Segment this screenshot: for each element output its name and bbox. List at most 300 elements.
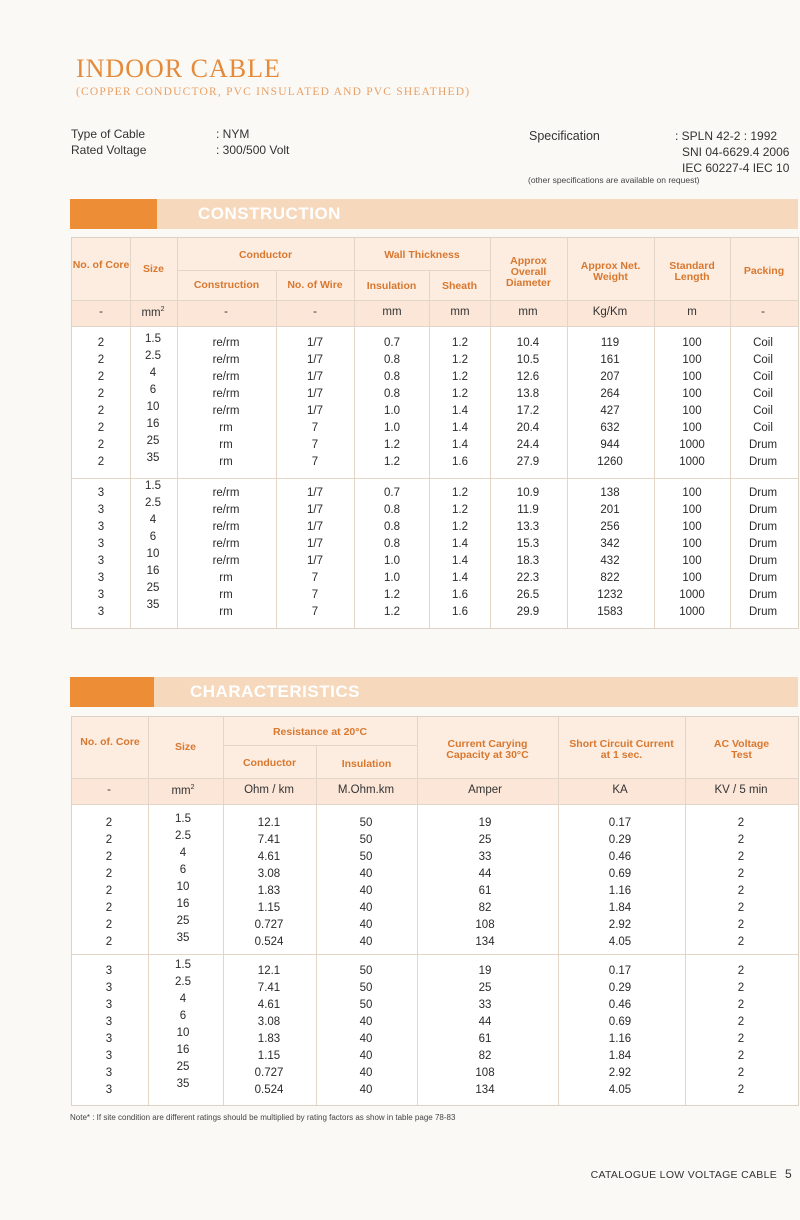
table-cell: 3 bbox=[105, 999, 113, 1011]
table-cell: Drum bbox=[748, 606, 778, 618]
table-cell: 632 bbox=[600, 422, 620, 434]
table-cell: 12.1 bbox=[257, 817, 281, 829]
table-cell: 2.5 bbox=[145, 497, 161, 509]
table-cell: 3 bbox=[105, 982, 113, 994]
table-cell: 15.3 bbox=[516, 538, 540, 550]
table-cell: 7.41 bbox=[257, 982, 281, 994]
table-cell: 0.7 bbox=[384, 337, 400, 349]
table-cell: 1/7 bbox=[307, 337, 323, 349]
cable-type-labels bbox=[71, 126, 146, 158]
table-cell: 6 bbox=[179, 864, 187, 876]
table-cell: 13.3 bbox=[516, 521, 540, 533]
unit-cell: - bbox=[313, 306, 317, 318]
table-cell: 7 bbox=[311, 589, 319, 601]
table-cell: 0.727 bbox=[254, 919, 284, 931]
table-cell: 1.16 bbox=[608, 1033, 632, 1045]
table-cell: 100 bbox=[682, 405, 702, 417]
table-cell: 20.4 bbox=[516, 422, 540, 434]
table-cell: 2 bbox=[737, 965, 745, 977]
table-cell: 18.3 bbox=[516, 555, 540, 567]
table-cell: 35 bbox=[176, 1078, 190, 1090]
table-cell: re/rm bbox=[212, 388, 240, 400]
table-cell: rm bbox=[219, 572, 233, 584]
table-cell: 0.524 bbox=[254, 1084, 284, 1096]
table-cell: 13.8 bbox=[516, 388, 540, 400]
table-cell: 10 bbox=[176, 1027, 190, 1039]
hdr-no-wire: No. of Wire bbox=[287, 279, 343, 291]
table-cell: Drum bbox=[748, 555, 778, 567]
table-cell: 4.05 bbox=[608, 1084, 632, 1096]
table-cell: 40 bbox=[359, 1033, 373, 1045]
table-cell: re/rm bbox=[212, 354, 240, 366]
table-row bbox=[72, 934, 798, 950]
table-cell: 134 bbox=[475, 936, 495, 948]
page-title: INDOOR CABLE bbox=[76, 54, 281, 83]
table-cell: 0.69 bbox=[608, 868, 632, 880]
table-cell: 2 bbox=[97, 439, 105, 451]
table-cell: 2.5 bbox=[175, 830, 191, 842]
hdr-diameter: Approx Overall Diameter bbox=[506, 255, 551, 289]
table-cell: 0.8 bbox=[384, 371, 400, 383]
table-cell: 3 bbox=[97, 555, 105, 567]
table-cell: rm bbox=[219, 456, 233, 468]
table-cell: 1.0 bbox=[384, 405, 400, 417]
table-cell: 1.2 bbox=[452, 487, 468, 499]
band-accent bbox=[70, 677, 154, 707]
table-cell: 2 bbox=[97, 371, 105, 383]
table-cell: 50 bbox=[359, 965, 373, 977]
hdr-resistance: Resistance at 20°C bbox=[272, 726, 368, 738]
table-cell: 26.5 bbox=[516, 589, 540, 601]
table-cell: 24.4 bbox=[516, 439, 540, 451]
table-cell: 1000 bbox=[679, 589, 705, 601]
hdr-insulation: Insulation bbox=[366, 280, 417, 292]
table-cell: Coil bbox=[753, 354, 773, 366]
table-cell: re/rm bbox=[212, 405, 240, 417]
table-cell: 40 bbox=[359, 1067, 373, 1079]
table-cell: 19 bbox=[478, 817, 492, 829]
table-cell: Drum bbox=[748, 521, 778, 533]
table-cell: 1.2 bbox=[384, 589, 400, 601]
table-cell: 1.6 bbox=[452, 589, 468, 601]
page-number: 5 bbox=[785, 1167, 792, 1181]
table-cell: 0.29 bbox=[608, 834, 632, 846]
table-cell: 1.4 bbox=[452, 405, 468, 417]
table-cell: 35 bbox=[146, 599, 160, 611]
table-cell: 108 bbox=[475, 919, 495, 931]
table-cell: 1/7 bbox=[307, 388, 323, 400]
table-cell: 4 bbox=[179, 993, 187, 1005]
unit-cell: - bbox=[99, 306, 103, 318]
table-cell: 100 bbox=[682, 337, 702, 349]
spec-value-3: IEC 60227-4 IEC 10 bbox=[682, 161, 790, 175]
table-cell: 100 bbox=[682, 538, 702, 550]
table-cell: 0.46 bbox=[608, 999, 632, 1011]
table-cell: 1000 bbox=[679, 606, 705, 618]
unit-cell: KA bbox=[612, 784, 628, 796]
cable-type-values bbox=[216, 126, 289, 158]
table-cell: 2 bbox=[737, 1084, 745, 1096]
table-cell: 1.15 bbox=[257, 902, 281, 914]
table-cell: 10 bbox=[146, 548, 160, 560]
table-cell: 2 bbox=[737, 936, 745, 948]
table-cell: 1.4 bbox=[452, 422, 468, 434]
table-cell: 138 bbox=[600, 487, 620, 499]
table-cell: 2 bbox=[737, 834, 745, 846]
table-cell: 201 bbox=[600, 504, 620, 516]
table-cell: 1.15 bbox=[257, 1050, 281, 1062]
table-cell: 35 bbox=[176, 932, 190, 944]
table-cell: 2 bbox=[97, 405, 105, 417]
table-cell: 1.83 bbox=[257, 1033, 281, 1045]
spec-value-1: : SPLN 42-2 : 1992 bbox=[675, 129, 778, 143]
table-cell: 3 bbox=[97, 487, 105, 499]
table-cell: 25 bbox=[146, 435, 160, 447]
table-cell: 2 bbox=[105, 902, 113, 914]
table-cell: 2 bbox=[737, 919, 745, 931]
table-cell: 0.8 bbox=[384, 538, 400, 550]
table-cell: Drum bbox=[748, 504, 778, 516]
table-cell: 3 bbox=[97, 606, 105, 618]
table-cell: 1/7 bbox=[307, 405, 323, 417]
type-label: Type of Cable bbox=[71, 127, 146, 141]
spec-value-2: SNI 04-6629.4 2006 bbox=[682, 145, 790, 159]
table-cell: 40 bbox=[359, 919, 373, 931]
table-cell: 0.46 bbox=[608, 851, 632, 863]
table-cell: rm bbox=[219, 439, 233, 451]
spec-values bbox=[675, 128, 789, 176]
hdr-no-core: No. of Core bbox=[72, 259, 130, 271]
table-cell: 3 bbox=[105, 1016, 113, 1028]
table-cell: 50 bbox=[359, 851, 373, 863]
table-cell: 0.69 bbox=[608, 1016, 632, 1028]
table-cell: Coil bbox=[753, 405, 773, 417]
table-cell: 4 bbox=[179, 847, 187, 859]
table-cell: Drum bbox=[748, 439, 778, 451]
table-cell: Coil bbox=[753, 388, 773, 400]
table-cell: 2 bbox=[737, 868, 745, 880]
table-cell: 6 bbox=[149, 384, 157, 396]
table-cell: 1232 bbox=[597, 589, 623, 601]
table-row bbox=[72, 1078, 798, 1098]
table-cell: 2 bbox=[737, 1033, 745, 1045]
table-cell: 40 bbox=[359, 868, 373, 880]
table-cell: 1.0 bbox=[384, 422, 400, 434]
table-cell: 61 bbox=[478, 885, 492, 897]
table-cell: 0.17 bbox=[608, 965, 632, 977]
unit-cell: KV / 5 min bbox=[714, 784, 768, 796]
type-value: : NYM bbox=[216, 127, 250, 141]
table-cell: 17.2 bbox=[516, 405, 540, 417]
table-cell: Drum bbox=[748, 456, 778, 468]
table-cell: 207 bbox=[600, 371, 620, 383]
table-cell: 25 bbox=[146, 582, 160, 594]
table-cell: 2 bbox=[105, 817, 113, 829]
table-cell: 100 bbox=[682, 521, 702, 533]
hdr-conductor: Conductor bbox=[238, 249, 293, 261]
hdr-conductor: Conductor bbox=[242, 757, 297, 769]
table-cell: 40 bbox=[359, 936, 373, 948]
table-cell: 4 bbox=[149, 367, 157, 379]
hdr-construction: Construction bbox=[193, 279, 260, 291]
table-cell: 35 bbox=[146, 452, 160, 464]
table-cell: Drum bbox=[748, 572, 778, 584]
table-cell: 100 bbox=[682, 555, 702, 567]
table-cell: 1.2 bbox=[452, 521, 468, 533]
table-cell: 22.3 bbox=[516, 572, 540, 584]
table-cell: 6 bbox=[149, 531, 157, 543]
table-cell: 10.9 bbox=[516, 487, 540, 499]
table-cell: 1260 bbox=[597, 456, 623, 468]
table-cell: 33 bbox=[478, 999, 492, 1011]
table-cell: 2 bbox=[737, 1067, 745, 1079]
table-cell: 3.08 bbox=[257, 868, 281, 880]
table-cell: re/rm bbox=[212, 504, 240, 516]
table-cell: 1/7 bbox=[307, 371, 323, 383]
table-cell: 1.5 bbox=[145, 333, 161, 345]
unit-cell: Ohm / km bbox=[244, 784, 294, 796]
unit-cell: m bbox=[687, 306, 697, 318]
table-cell: 1/7 bbox=[307, 521, 323, 533]
table-cell: 82 bbox=[478, 902, 492, 914]
table-cell: 16 bbox=[146, 418, 160, 430]
table-cell: 1000 bbox=[679, 439, 705, 451]
table-cell: 264 bbox=[600, 388, 620, 400]
table-cell: 1.2 bbox=[452, 388, 468, 400]
table-cell: 2 bbox=[105, 868, 113, 880]
table-cell: 100 bbox=[682, 504, 702, 516]
table-cell: 1/7 bbox=[307, 504, 323, 516]
table-cell: 3 bbox=[97, 521, 105, 533]
unit-cell: M.Ohm.km bbox=[337, 784, 395, 796]
table-cell: 134 bbox=[475, 1084, 495, 1096]
table-cell: 161 bbox=[600, 354, 620, 366]
table-cell: 3 bbox=[105, 965, 113, 977]
table-cell: 3 bbox=[105, 1067, 113, 1079]
table-cell: 1.84 bbox=[608, 902, 632, 914]
table-cell: re/rm bbox=[212, 538, 240, 550]
table-cell: 7 bbox=[311, 439, 319, 451]
table-cell: 16 bbox=[176, 1044, 190, 1056]
table-cell: 33 bbox=[478, 851, 492, 863]
page-footer bbox=[591, 1167, 792, 1181]
table-cell: 3 bbox=[97, 589, 105, 601]
table-cell: 1.2 bbox=[452, 354, 468, 366]
table-cell: 10.4 bbox=[516, 337, 540, 349]
table-cell: Coil bbox=[753, 422, 773, 434]
hdr-size: Size bbox=[142, 263, 164, 275]
table-row bbox=[72, 454, 798, 470]
table-cell: 7 bbox=[311, 456, 319, 468]
table-cell: 1.6 bbox=[452, 606, 468, 618]
table-cell: 11.9 bbox=[517, 504, 539, 516]
hdr-current-capacity: Current Carying Capacity at 30°C bbox=[446, 738, 529, 761]
page-subtitle: (COPPER CONDUCTOR, PVC INSULATED AND PVC SHEATHED) bbox=[76, 86, 471, 98]
table-cell: 432 bbox=[600, 555, 620, 567]
table-cell: 1.2 bbox=[452, 337, 468, 349]
table-cell: 1.2 bbox=[384, 439, 400, 451]
table-cell: 3 bbox=[97, 572, 105, 584]
table-cell: 0.7 bbox=[384, 487, 400, 499]
table-cell: 3 bbox=[97, 504, 105, 516]
table-cell: 40 bbox=[359, 1016, 373, 1028]
table-cell: 1000 bbox=[679, 456, 705, 468]
table-cell: 1.83 bbox=[257, 885, 281, 897]
unit-cell: mm bbox=[518, 306, 538, 318]
table-cell: 2 bbox=[105, 936, 113, 948]
table-cell: 1.6 bbox=[452, 456, 468, 468]
table-cell: 1.4 bbox=[452, 572, 468, 584]
table-cell: 2.5 bbox=[145, 350, 161, 362]
table-cell: 61 bbox=[478, 1033, 492, 1045]
table-cell: Coil bbox=[753, 371, 773, 383]
table-cell: 100 bbox=[682, 487, 702, 499]
table-cell: 2 bbox=[737, 885, 745, 897]
table-cell: 1.84 bbox=[608, 1050, 632, 1062]
table-cell: 2 bbox=[105, 851, 113, 863]
table-cell: 40 bbox=[359, 1050, 373, 1062]
table-cell: 12.6 bbox=[516, 371, 540, 383]
table-cell: 1/7 bbox=[307, 538, 323, 550]
table-cell: 25 bbox=[176, 1061, 190, 1073]
table-cell: 427 bbox=[600, 405, 620, 417]
table-cell: 2 bbox=[737, 817, 745, 829]
table-cell: 40 bbox=[359, 1084, 373, 1096]
table-cell: 0.8 bbox=[384, 504, 400, 516]
table-cell: 16 bbox=[146, 565, 160, 577]
table-cell: 19 bbox=[478, 965, 492, 977]
table-cell: rm bbox=[219, 422, 233, 434]
table-cell: 4.61 bbox=[257, 851, 281, 863]
table-cell: 29.9 bbox=[516, 606, 540, 618]
table-cell: re/rm bbox=[212, 371, 240, 383]
table-cell: 1.5 bbox=[175, 959, 191, 971]
hdr-packing: Packing bbox=[743, 265, 785, 277]
table-cell: 1.5 bbox=[145, 480, 161, 492]
table-cell: 1/7 bbox=[307, 487, 323, 499]
table-cell: 6 bbox=[179, 1010, 187, 1022]
hdr-sheath: Sheath bbox=[441, 280, 477, 292]
table-cell: 0.8 bbox=[384, 521, 400, 533]
table-cell: 2 bbox=[737, 902, 745, 914]
table-cell: 4 bbox=[149, 514, 157, 526]
table-cell: 1.0 bbox=[384, 555, 400, 567]
table-cell: 108 bbox=[475, 1067, 495, 1079]
table-cell: 2 bbox=[97, 354, 105, 366]
table-cell: 2.92 bbox=[608, 919, 632, 931]
table-cell: 27.9 bbox=[516, 456, 540, 468]
table-cell: 40 bbox=[359, 902, 373, 914]
unit-cell: Amper bbox=[468, 784, 502, 796]
hdr-no-core: No. of. Core bbox=[80, 736, 140, 748]
table-cell: 1.2 bbox=[384, 456, 400, 468]
construction-table bbox=[71, 237, 799, 629]
table-cell: Coil bbox=[753, 337, 773, 349]
table-cell: 40 bbox=[359, 885, 373, 897]
voltage-value: : 300/500 Volt bbox=[216, 143, 290, 157]
table-cell: 4.05 bbox=[608, 936, 632, 948]
table-cell: 2.5 bbox=[175, 976, 191, 988]
spec-note: (other specifications are available on request) bbox=[528, 175, 700, 185]
table-cell: Drum bbox=[748, 589, 778, 601]
table-cell: 944 bbox=[600, 439, 620, 451]
table-cell: 2 bbox=[105, 834, 113, 846]
table-cell: 82 bbox=[478, 1050, 492, 1062]
unit-cell: - bbox=[224, 306, 228, 318]
construction-band bbox=[70, 199, 798, 229]
characteristics-table bbox=[71, 716, 799, 1106]
table-cell: 1.16 bbox=[608, 885, 632, 897]
table-cell: 50 bbox=[359, 999, 373, 1011]
table-cell: 100 bbox=[682, 422, 702, 434]
hdr-ac-test: AC Voltage Test bbox=[713, 738, 770, 761]
footnote: Note* : If site condition are different ratings should be multiplied by rating factors as show in table page 78-83 bbox=[70, 1113, 456, 1122]
table-cell: 7 bbox=[311, 572, 319, 584]
table-cell: 25 bbox=[478, 834, 492, 846]
unit-cell: - bbox=[761, 306, 765, 318]
table-cell: 7 bbox=[311, 606, 319, 618]
table-cell: 0.17 bbox=[608, 817, 632, 829]
table-cell: 0.8 bbox=[384, 354, 400, 366]
band-accent bbox=[70, 199, 157, 229]
table-cell: 2 bbox=[97, 456, 105, 468]
table-cell: 2 bbox=[105, 919, 113, 931]
table-cell: 1583 bbox=[597, 606, 623, 618]
hdr-weight: Approx Net. Weight bbox=[580, 260, 641, 283]
table-cell: 44 bbox=[478, 1016, 492, 1028]
table-cell: 3 bbox=[105, 1084, 113, 1096]
hdr-short-circuit: Short Circuit Current at 1 sec. bbox=[569, 738, 674, 761]
unit-cell: Kg/Km bbox=[592, 306, 628, 318]
table-cell: 2 bbox=[737, 982, 745, 994]
table-cell: 10 bbox=[176, 881, 190, 893]
hdr-length: Standard Length bbox=[669, 260, 715, 283]
table-cell: 50 bbox=[359, 982, 373, 994]
table-cell: 2 bbox=[737, 1050, 745, 1062]
table-cell: Drum bbox=[748, 487, 778, 499]
unit-cell: $mm^2$ bbox=[171, 784, 195, 797]
table-cell: 1/7 bbox=[307, 555, 323, 567]
table-cell: 3.08 bbox=[257, 1016, 281, 1028]
table-cell: 1.2 bbox=[452, 371, 468, 383]
hdr-wall-thickness: Wall Thickness bbox=[384, 249, 460, 261]
table-cell: 0.29 bbox=[608, 982, 632, 994]
table-cell: 12.1 bbox=[257, 965, 281, 977]
table-cell: 822 bbox=[600, 572, 620, 584]
table-cell: 10 bbox=[146, 401, 160, 413]
table-cell: 1.2 bbox=[384, 606, 400, 618]
table-cell: re/rm bbox=[212, 337, 240, 349]
table-cell: Drum bbox=[748, 538, 778, 550]
table-cell: rm bbox=[219, 606, 233, 618]
table-cell: 2 bbox=[105, 885, 113, 897]
table-cell: 0.727 bbox=[254, 1067, 284, 1079]
table-cell: 16 bbox=[176, 898, 190, 910]
table-cell: 44 bbox=[478, 868, 492, 880]
table-cell: 7 bbox=[311, 422, 319, 434]
table-cell: 25 bbox=[478, 982, 492, 994]
table-cell: 2.92 bbox=[608, 1067, 632, 1079]
table-cell: re/rm bbox=[212, 521, 240, 533]
table-cell: 1.2 bbox=[452, 504, 468, 516]
table-cell: re/rm bbox=[212, 555, 240, 567]
table-cell: 7.41 bbox=[257, 834, 281, 846]
table-cell: 1.4 bbox=[452, 439, 468, 451]
table-cell: 100 bbox=[682, 354, 702, 366]
table-cell: 100 bbox=[682, 371, 702, 383]
table-cell: 2 bbox=[97, 337, 105, 349]
hdr-insulation: Insulation bbox=[341, 758, 392, 770]
